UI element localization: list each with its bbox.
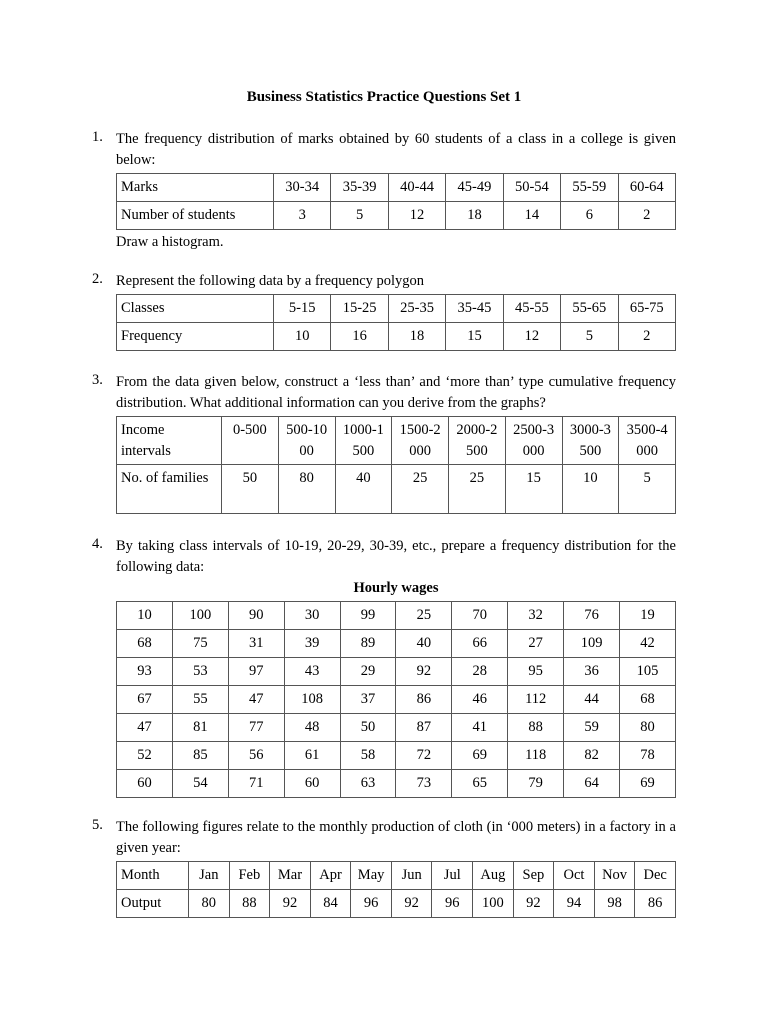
table-cell: 12 — [388, 202, 445, 230]
table-cell: 25 — [449, 465, 506, 514]
table-cell: 43 — [284, 658, 340, 686]
table-row — [117, 602, 676, 630]
question-number: 1. — [92, 129, 103, 145]
table-cell: 95 — [508, 658, 564, 686]
table-cell: 71 — [228, 770, 284, 798]
table-row — [117, 890, 676, 918]
table-cell: 63 — [340, 770, 396, 798]
table-cell: 19 — [620, 602, 676, 630]
table-cell: 76 — [564, 602, 620, 630]
table-cell: 1500-2000 — [392, 417, 449, 465]
table-cell: 47 — [228, 686, 284, 714]
table-cell: 28 — [452, 658, 508, 686]
table-cell: 45-49 — [446, 174, 503, 202]
table-cell: 25 — [392, 465, 449, 514]
question-2 — [92, 271, 676, 351]
table-cell: 0-500 — [222, 417, 279, 465]
row-label: Output — [117, 890, 189, 918]
table-cell: 10 — [562, 465, 619, 514]
table-cell: 98 — [594, 890, 635, 918]
table-cell: 47 — [117, 714, 173, 742]
table-row — [117, 174, 676, 202]
income-table — [116, 416, 676, 514]
table-row — [117, 323, 676, 351]
row-label: Month — [117, 862, 189, 890]
table-row — [117, 630, 676, 658]
table-cell: 3 — [274, 202, 331, 230]
table-cell: 97 — [228, 658, 284, 686]
table-cell: 77 — [228, 714, 284, 742]
table-cell: 80 — [620, 714, 676, 742]
table-cell: Oct — [554, 862, 595, 890]
table-row — [117, 295, 676, 323]
table-cell: 69 — [452, 742, 508, 770]
table-cell: 10 — [274, 323, 331, 351]
table-cell: 40 — [396, 630, 452, 658]
table-cell: 55 — [172, 686, 228, 714]
table-cell: 50 — [340, 714, 396, 742]
table-title: Hourly wages — [353, 580, 439, 596]
table-row — [117, 742, 676, 770]
table-cell: 12 — [503, 323, 560, 351]
question-number: 2. — [92, 271, 103, 287]
table-cell: 80 — [278, 465, 335, 514]
table-cell: 29 — [340, 658, 396, 686]
table-cell: 99 — [340, 602, 396, 630]
table-cell: 16 — [331, 323, 388, 351]
table-cell: 45-55 — [503, 295, 560, 323]
table-cell: 14 — [503, 202, 560, 230]
table-row — [117, 465, 676, 514]
table-cell: 3500-4000 — [619, 417, 676, 465]
table-cell: 2500-3000 — [505, 417, 562, 465]
table-cell: 60 — [117, 770, 173, 798]
table-cell: 86 — [635, 890, 676, 918]
table-cell: 5 — [619, 465, 676, 514]
table-cell: 94 — [554, 890, 595, 918]
table-cell: 81 — [172, 714, 228, 742]
table-cell: 27 — [508, 630, 564, 658]
table-cell: 84 — [310, 890, 351, 918]
table-cell: 100 — [172, 602, 228, 630]
table-cell: 82 — [564, 742, 620, 770]
table-cell: 105 — [620, 658, 676, 686]
row-label: Income intervals — [117, 417, 222, 465]
row-label: Classes — [117, 295, 274, 323]
table-cell: 89 — [340, 630, 396, 658]
table-cell: 40 — [335, 465, 392, 514]
table-cell: 32 — [508, 602, 564, 630]
table-row — [117, 202, 676, 230]
question-text: From the data given below, construct a ‘less than’ and ‘more than’ type cumulative frequency distribution. What additional information can you derive from the graphs? — [116, 374, 676, 411]
table-cell: 59 — [564, 714, 620, 742]
table-cell: 86 — [396, 686, 452, 714]
question-text: The frequency distribution of marks obtained by 60 students of a class in a college is given below: — [116, 131, 676, 168]
table-cell: 18 — [388, 323, 445, 351]
table-cell: 5-15 — [274, 295, 331, 323]
production-table — [116, 861, 676, 918]
table-cell: 66 — [452, 630, 508, 658]
table-cell: 88 — [229, 890, 270, 918]
table-cell: 73 — [396, 770, 452, 798]
row-label: No. of families — [117, 465, 222, 514]
table-cell: 92 — [396, 658, 452, 686]
table-cell: 60-64 — [618, 174, 675, 202]
table-cell: Jul — [432, 862, 473, 890]
question-number: 5. — [92, 817, 103, 833]
table-cell: 60 — [284, 770, 340, 798]
table-row — [117, 417, 676, 465]
table-cell: Jun — [391, 862, 432, 890]
table-cell: Jan — [189, 862, 230, 890]
instruction-text: Draw a histogram. — [116, 234, 224, 250]
table-cell: 35-39 — [331, 174, 388, 202]
table-cell: 72 — [396, 742, 452, 770]
table-cell: Nov — [594, 862, 635, 890]
table-cell: 2 — [618, 202, 675, 230]
marks-table — [116, 173, 676, 230]
table-cell: 15 — [446, 323, 503, 351]
table-cell: 39 — [284, 630, 340, 658]
table-cell: 48 — [284, 714, 340, 742]
table-cell: 30 — [284, 602, 340, 630]
table-cell: 2 — [618, 323, 675, 351]
table-cell: 36 — [564, 658, 620, 686]
table-cell: 68 — [620, 686, 676, 714]
table-cell: 58 — [340, 742, 396, 770]
table-cell: 96 — [432, 890, 473, 918]
table-cell: 54 — [172, 770, 228, 798]
table-cell: 112 — [508, 686, 564, 714]
table-cell: 41 — [452, 714, 508, 742]
table-cell: 75 — [172, 630, 228, 658]
table-cell: 92 — [391, 890, 432, 918]
table-cell: 2000-2500 — [449, 417, 506, 465]
table-cell: 85 — [172, 742, 228, 770]
question-number: 4. — [92, 536, 103, 552]
table-cell: 52 — [117, 742, 173, 770]
table-cell: 55-59 — [561, 174, 618, 202]
question-text: The following figures relate to the monthly production of cloth (in ‘000 meters) in a factory in a given year: — [116, 819, 676, 856]
table-cell: 108 — [284, 686, 340, 714]
table-cell: 92 — [270, 890, 311, 918]
question-5 — [92, 817, 676, 918]
table-cell: 92 — [513, 890, 554, 918]
table-cell: 96 — [351, 890, 392, 918]
table-cell: 70 — [452, 602, 508, 630]
table-cell: 18 — [446, 202, 503, 230]
table-cell: 5 — [331, 202, 388, 230]
table-cell: Aug — [473, 862, 514, 890]
table-cell: 46 — [452, 686, 508, 714]
table-cell: 37 — [340, 686, 396, 714]
table-cell: 50-54 — [503, 174, 560, 202]
table-cell: 15 — [505, 465, 562, 514]
row-label: Marks — [117, 174, 274, 202]
table-cell: 68 — [117, 630, 173, 658]
question-3 — [92, 372, 676, 514]
table-cell: 1000-1500 — [335, 417, 392, 465]
table-cell: 50 — [222, 465, 279, 514]
table-cell: 65 — [452, 770, 508, 798]
table-cell: 56 — [228, 742, 284, 770]
row-label: Number of students — [117, 202, 274, 230]
table-cell: 93 — [117, 658, 173, 686]
table-row — [117, 714, 676, 742]
question-1 — [92, 129, 676, 253]
table-cell: 90 — [228, 602, 284, 630]
table-cell: 25-35 — [388, 295, 445, 323]
frequency-table — [116, 294, 676, 351]
table-cell: 31 — [228, 630, 284, 658]
table-cell: 61 — [284, 742, 340, 770]
table-row — [117, 770, 676, 798]
table-row — [117, 686, 676, 714]
table-cell: 67 — [117, 686, 173, 714]
table-cell: Dec — [635, 862, 676, 890]
table-cell: Sep — [513, 862, 554, 890]
table-cell: 64 — [564, 770, 620, 798]
table-cell: 30-34 — [274, 174, 331, 202]
table-cell: 500-1000 — [278, 417, 335, 465]
table-cell: 42 — [620, 630, 676, 658]
table-cell: 6 — [561, 202, 618, 230]
table-cell: 100 — [473, 890, 514, 918]
row-label: Frequency — [117, 323, 274, 351]
question-text: By taking class intervals of 10-19, 20-29, 30-39, etc., prepare a frequency distribution for the following data: — [116, 538, 676, 575]
table-cell: 69 — [620, 770, 676, 798]
table-cell: May — [351, 862, 392, 890]
question-text: Represent the following data by a frequency polygon — [116, 273, 425, 289]
table-cell: 35-45 — [446, 295, 503, 323]
table-cell: 79 — [508, 770, 564, 798]
table-cell: 15-25 — [331, 295, 388, 323]
table-cell: 55-65 — [561, 295, 618, 323]
table-cell: 53 — [172, 658, 228, 686]
table-cell: 65-75 — [618, 295, 675, 323]
table-cell: Mar — [270, 862, 311, 890]
table-row — [117, 658, 676, 686]
question-number: 3. — [92, 372, 103, 388]
table-cell: 78 — [620, 742, 676, 770]
table-row — [117, 862, 676, 890]
table-cell: Feb — [229, 862, 270, 890]
table-cell: 10 — [117, 602, 173, 630]
hourly-wages-table — [116, 601, 676, 798]
table-cell: 109 — [564, 630, 620, 658]
table-cell: 44 — [564, 686, 620, 714]
table-cell: 25 — [396, 602, 452, 630]
question-4 — [92, 536, 676, 798]
table-cell: 87 — [396, 714, 452, 742]
table-cell: 80 — [189, 890, 230, 918]
table-cell: 88 — [508, 714, 564, 742]
table-cell: Apr — [310, 862, 351, 890]
table-cell: 3000-3500 — [562, 417, 619, 465]
table-cell: 40-44 — [388, 174, 445, 202]
table-cell: 5 — [561, 323, 618, 351]
table-cell: 118 — [508, 742, 564, 770]
document-title: Business Statistics Practice Questions Set 1 — [246, 89, 522, 105]
